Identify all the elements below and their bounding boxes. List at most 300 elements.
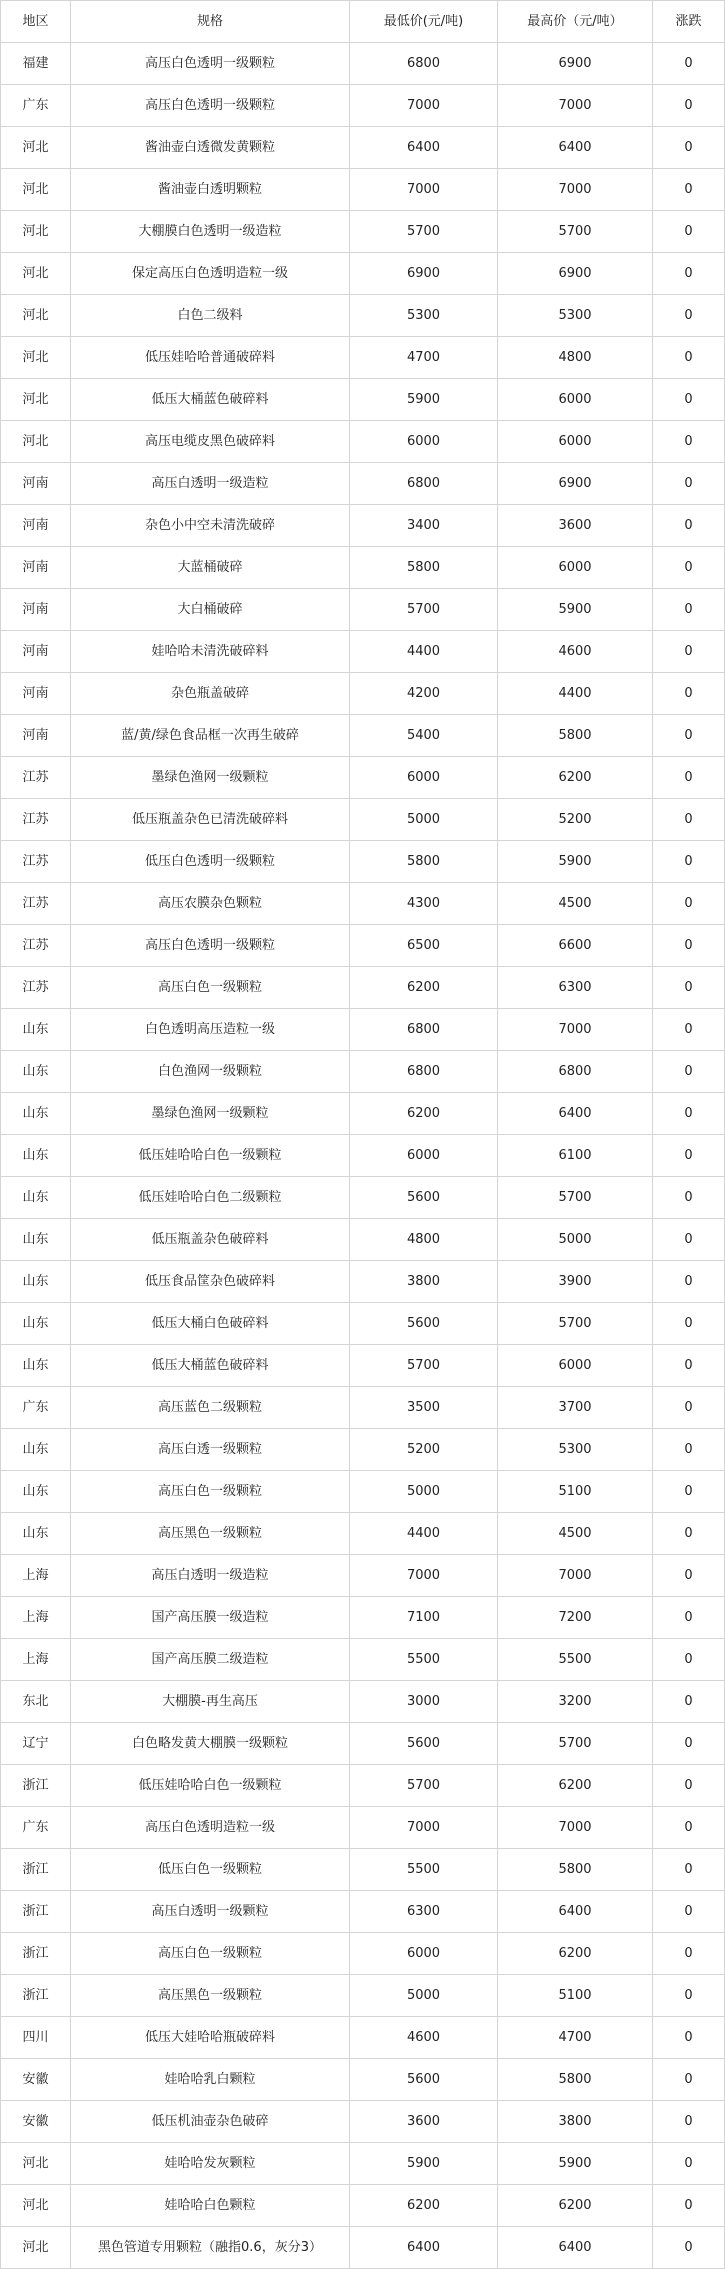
cell-spec: 大棚膜白色透明一级造粒 xyxy=(71,211,350,253)
table-body xyxy=(1,43,725,2269)
cell-max-price: 5800 xyxy=(498,1849,653,1891)
cell-max-price: 6900 xyxy=(498,43,653,85)
table-row xyxy=(1,1723,725,1765)
cell-min-price: 6200 xyxy=(350,967,498,1009)
cell-spec: 白色二级料 xyxy=(71,295,350,337)
cell-spec: 白色渔网一级颗粒 xyxy=(71,1051,350,1093)
cell-region: 福建 xyxy=(1,43,71,85)
cell-change: 0 xyxy=(653,1513,725,1555)
cell-change: 0 xyxy=(653,253,725,295)
cell-spec: 娃哈哈白色颗粒 xyxy=(71,2185,350,2227)
cell-change: 0 xyxy=(653,1051,725,1093)
cell-region: 河南 xyxy=(1,547,71,589)
cell-region: 河北 xyxy=(1,2143,71,2185)
cell-min-price: 5700 xyxy=(350,1345,498,1387)
cell-min-price: 6000 xyxy=(350,1135,498,1177)
cell-max-price: 5200 xyxy=(498,799,653,841)
cell-region: 浙江 xyxy=(1,1849,71,1891)
cell-min-price: 4300 xyxy=(350,883,498,925)
cell-change: 0 xyxy=(653,421,725,463)
table-row xyxy=(1,1093,725,1135)
cell-change: 0 xyxy=(653,2059,725,2101)
cell-change: 0 xyxy=(653,1555,725,1597)
cell-min-price: 5700 xyxy=(350,211,498,253)
cell-spec: 低压娃哈哈普通破碎料 xyxy=(71,337,350,379)
cell-change: 0 xyxy=(653,85,725,127)
cell-change: 0 xyxy=(653,379,725,421)
cell-region: 江苏 xyxy=(1,925,71,967)
cell-spec: 低压娃哈哈白色二级颗粒 xyxy=(71,1177,350,1219)
cell-change: 0 xyxy=(653,967,725,1009)
cell-spec: 低压大桶蓝色破碎料 xyxy=(71,379,350,421)
table-row xyxy=(1,799,725,841)
table-row xyxy=(1,673,725,715)
cell-region: 河北 xyxy=(1,2185,71,2227)
cell-spec: 高压黑色一级颗粒 xyxy=(71,1513,350,1555)
cell-region: 河南 xyxy=(1,505,71,547)
cell-change: 0 xyxy=(653,1639,725,1681)
cell-change: 0 xyxy=(653,2227,725,2269)
cell-spec: 低压大桶白色破碎料 xyxy=(71,1303,350,1345)
cell-spec: 杂色小中空未清洗破碎 xyxy=(71,505,350,547)
cell-max-price: 5700 xyxy=(498,1303,653,1345)
cell-region: 浙江 xyxy=(1,1891,71,1933)
table-row xyxy=(1,505,725,547)
table-row xyxy=(1,2143,725,2185)
cell-min-price: 7000 xyxy=(350,169,498,211)
cell-change: 0 xyxy=(653,505,725,547)
cell-max-price: 6400 xyxy=(498,1093,653,1135)
cell-min-price: 7000 xyxy=(350,1555,498,1597)
cell-max-price: 3800 xyxy=(498,2101,653,2143)
cell-min-price: 5700 xyxy=(350,589,498,631)
cell-spec: 低压瓶盖杂色破碎料 xyxy=(71,1219,350,1261)
table-row xyxy=(1,421,725,463)
cell-change: 0 xyxy=(653,295,725,337)
cell-region: 四川 xyxy=(1,2017,71,2059)
cell-region: 河南 xyxy=(1,589,71,631)
table-row xyxy=(1,1471,725,1513)
table-row xyxy=(1,2017,725,2059)
table-row xyxy=(1,43,725,85)
cell-change: 0 xyxy=(653,757,725,799)
cell-min-price: 4400 xyxy=(350,631,498,673)
cell-min-price: 3500 xyxy=(350,1387,498,1429)
cell-change: 0 xyxy=(653,169,725,211)
cell-spec: 高压白透明一级造粒 xyxy=(71,463,350,505)
cell-spec: 大蓝桶破碎 xyxy=(71,547,350,589)
cell-region: 江苏 xyxy=(1,799,71,841)
cell-change: 0 xyxy=(653,547,725,589)
table-row xyxy=(1,1765,725,1807)
cell-region: 山东 xyxy=(1,1219,71,1261)
cell-region: 山东 xyxy=(1,1051,71,1093)
cell-min-price: 5300 xyxy=(350,295,498,337)
cell-change: 0 xyxy=(653,925,725,967)
cell-region: 上海 xyxy=(1,1597,71,1639)
cell-min-price: 3800 xyxy=(350,1261,498,1303)
cell-change: 0 xyxy=(653,1975,725,2017)
cell-spec: 黑色管道专用颗粒（融指0.6，灰分3） xyxy=(71,2227,350,2269)
cell-max-price: 6100 xyxy=(498,1135,653,1177)
table-row xyxy=(1,295,725,337)
cell-min-price: 5200 xyxy=(350,1429,498,1471)
cell-min-price: 6200 xyxy=(350,2185,498,2227)
cell-region: 河北 xyxy=(1,337,71,379)
table-row xyxy=(1,589,725,631)
table-row xyxy=(1,967,725,1009)
cell-change: 0 xyxy=(653,1135,725,1177)
cell-change: 0 xyxy=(653,1807,725,1849)
cell-max-price: 5900 xyxy=(498,841,653,883)
cell-change: 0 xyxy=(653,1261,725,1303)
header-change: 涨跌 xyxy=(653,1,725,43)
cell-min-price: 6800 xyxy=(350,43,498,85)
cell-min-price: 5900 xyxy=(350,379,498,421)
cell-spec: 国产高压膜一级造粒 xyxy=(71,1597,350,1639)
cell-min-price: 3600 xyxy=(350,2101,498,2143)
cell-region: 江苏 xyxy=(1,883,71,925)
cell-spec: 墨绿色渔网一级颗粒 xyxy=(71,1093,350,1135)
cell-spec: 娃哈哈发灰颗粒 xyxy=(71,2143,350,2185)
cell-change: 0 xyxy=(653,1681,725,1723)
cell-spec: 高压白色透明一级颗粒 xyxy=(71,925,350,967)
cell-spec: 高压黑色一级颗粒 xyxy=(71,1975,350,2017)
table-row xyxy=(1,841,725,883)
cell-min-price: 5400 xyxy=(350,715,498,757)
cell-region: 上海 xyxy=(1,1555,71,1597)
cell-min-price: 5600 xyxy=(350,1303,498,1345)
cell-region: 江苏 xyxy=(1,841,71,883)
cell-min-price: 4600 xyxy=(350,2017,498,2059)
table-row xyxy=(1,211,725,253)
cell-change: 0 xyxy=(653,1471,725,1513)
cell-min-price: 7000 xyxy=(350,1807,498,1849)
table-header xyxy=(1,1,725,43)
cell-min-price: 5500 xyxy=(350,1639,498,1681)
cell-region: 河北 xyxy=(1,295,71,337)
cell-spec: 高压白色一级颗粒 xyxy=(71,967,350,1009)
table-row xyxy=(1,1975,725,2017)
cell-spec: 国产高压膜二级造粒 xyxy=(71,1639,350,1681)
table-row xyxy=(1,1051,725,1093)
cell-min-price: 5500 xyxy=(350,1849,498,1891)
cell-change: 0 xyxy=(653,2185,725,2227)
cell-region: 山东 xyxy=(1,1177,71,1219)
table-row xyxy=(1,1639,725,1681)
cell-region: 上海 xyxy=(1,1639,71,1681)
cell-max-price: 6300 xyxy=(498,967,653,1009)
table-row xyxy=(1,379,725,421)
cell-min-price: 5000 xyxy=(350,799,498,841)
cell-region: 河北 xyxy=(1,169,71,211)
cell-max-price: 5800 xyxy=(498,715,653,757)
cell-spec: 低压大桶蓝色破碎料 xyxy=(71,1345,350,1387)
cell-spec: 酱油壶白透微发黄颗粒 xyxy=(71,127,350,169)
cell-max-price: 5100 xyxy=(498,1975,653,2017)
table-row xyxy=(1,1681,725,1723)
cell-region: 安徽 xyxy=(1,2059,71,2101)
cell-change: 0 xyxy=(653,127,725,169)
cell-max-price: 6000 xyxy=(498,547,653,589)
cell-change: 0 xyxy=(653,715,725,757)
cell-max-price: 5700 xyxy=(498,1723,653,1765)
table-row xyxy=(1,1513,725,1555)
cell-region: 河南 xyxy=(1,631,71,673)
cell-max-price: 3200 xyxy=(498,1681,653,1723)
cell-max-price: 4700 xyxy=(498,2017,653,2059)
cell-min-price: 6400 xyxy=(350,127,498,169)
header-max-price: 最高价（元/吨） xyxy=(498,1,653,43)
cell-min-price: 3000 xyxy=(350,1681,498,1723)
table-row xyxy=(1,2227,725,2269)
header-spec: 规格 xyxy=(71,1,350,43)
table-row xyxy=(1,631,725,673)
cell-region: 东北 xyxy=(1,1681,71,1723)
cell-max-price: 5800 xyxy=(498,2059,653,2101)
cell-max-price: 5900 xyxy=(498,589,653,631)
cell-change: 0 xyxy=(653,43,725,85)
cell-change: 0 xyxy=(653,1597,725,1639)
cell-min-price: 7100 xyxy=(350,1597,498,1639)
cell-max-price: 7000 xyxy=(498,1807,653,1849)
cell-min-price: 6800 xyxy=(350,1009,498,1051)
cell-spec: 低压机油壶杂色破碎 xyxy=(71,2101,350,2143)
cell-region: 浙江 xyxy=(1,1975,71,2017)
table-row xyxy=(1,1807,725,1849)
cell-region: 浙江 xyxy=(1,1933,71,1975)
table-row xyxy=(1,1933,725,1975)
cell-max-price: 6900 xyxy=(498,253,653,295)
cell-max-price: 3700 xyxy=(498,1387,653,1429)
cell-region: 江苏 xyxy=(1,757,71,799)
cell-change: 0 xyxy=(653,1345,725,1387)
cell-spec: 高压白色透明造粒一级 xyxy=(71,1807,350,1849)
cell-change: 0 xyxy=(653,1723,725,1765)
cell-min-price: 6300 xyxy=(350,1891,498,1933)
cell-min-price: 5600 xyxy=(350,2059,498,2101)
table-row xyxy=(1,2059,725,2101)
cell-max-price: 4500 xyxy=(498,883,653,925)
table-row xyxy=(1,127,725,169)
cell-max-price: 6200 xyxy=(498,2185,653,2227)
cell-spec: 高压白透明一级造粒 xyxy=(71,1555,350,1597)
cell-spec: 大白桶破碎 xyxy=(71,589,350,631)
cell-min-price: 6800 xyxy=(350,1051,498,1093)
cell-max-price: 4800 xyxy=(498,337,653,379)
cell-min-price: 6500 xyxy=(350,925,498,967)
cell-spec: 低压食品筐杂色破碎料 xyxy=(71,1261,350,1303)
table-row xyxy=(1,337,725,379)
cell-region: 山东 xyxy=(1,1009,71,1051)
cell-spec: 低压大娃哈哈瓶破碎料 xyxy=(71,2017,350,2059)
cell-spec: 白色略发黄大棚膜一级颗粒 xyxy=(71,1723,350,1765)
cell-min-price: 5000 xyxy=(350,1975,498,2017)
cell-change: 0 xyxy=(653,1933,725,1975)
cell-change: 0 xyxy=(653,1093,725,1135)
cell-spec: 高压白色透明一级颗粒 xyxy=(71,85,350,127)
cell-change: 0 xyxy=(653,2101,725,2143)
cell-change: 0 xyxy=(653,2143,725,2185)
cell-spec: 高压白色一级颗粒 xyxy=(71,1933,350,1975)
table-row xyxy=(1,715,725,757)
cell-max-price: 5000 xyxy=(498,1219,653,1261)
cell-max-price: 6600 xyxy=(498,925,653,967)
header-row xyxy=(1,1,725,43)
cell-region: 江苏 xyxy=(1,967,71,1009)
table-row xyxy=(1,1555,725,1597)
table-row xyxy=(1,1009,725,1051)
cell-change: 0 xyxy=(653,589,725,631)
cell-region: 山东 xyxy=(1,1261,71,1303)
cell-max-price: 5100 xyxy=(498,1471,653,1513)
cell-min-price: 6000 xyxy=(350,1933,498,1975)
cell-region: 河北 xyxy=(1,379,71,421)
cell-max-price: 6000 xyxy=(498,1345,653,1387)
cell-max-price: 5300 xyxy=(498,295,653,337)
table-row xyxy=(1,1219,725,1261)
cell-region: 辽宁 xyxy=(1,1723,71,1765)
table-row xyxy=(1,925,725,967)
cell-max-price: 6900 xyxy=(498,463,653,505)
cell-spec: 白色透明高压造粒一级 xyxy=(71,1009,350,1051)
table-row xyxy=(1,253,725,295)
cell-min-price: 6800 xyxy=(350,463,498,505)
cell-change: 0 xyxy=(653,1219,725,1261)
cell-min-price: 6000 xyxy=(350,421,498,463)
cell-spec: 高压白透明一级颗粒 xyxy=(71,1891,350,1933)
cell-spec: 杂色瓶盖破碎 xyxy=(71,673,350,715)
cell-min-price: 4800 xyxy=(350,1219,498,1261)
cell-change: 0 xyxy=(653,1009,725,1051)
cell-max-price: 5700 xyxy=(498,1177,653,1219)
table-row xyxy=(1,1345,725,1387)
cell-region: 河南 xyxy=(1,673,71,715)
cell-spec: 低压娃哈哈白色一级颗粒 xyxy=(71,1765,350,1807)
cell-max-price: 7000 xyxy=(498,85,653,127)
cell-max-price: 6200 xyxy=(498,757,653,799)
table-row xyxy=(1,1429,725,1471)
cell-max-price: 3900 xyxy=(498,1261,653,1303)
table-row xyxy=(1,1261,725,1303)
cell-change: 0 xyxy=(653,1387,725,1429)
cell-change: 0 xyxy=(653,1303,725,1345)
cell-spec: 娃哈哈未清洗破碎料 xyxy=(71,631,350,673)
cell-region: 山东 xyxy=(1,1303,71,1345)
cell-spec: 高压白色透明一级颗粒 xyxy=(71,43,350,85)
cell-region: 山东 xyxy=(1,1513,71,1555)
cell-change: 0 xyxy=(653,883,725,925)
cell-change: 0 xyxy=(653,337,725,379)
cell-min-price: 3400 xyxy=(350,505,498,547)
table-row xyxy=(1,2101,725,2143)
cell-change: 0 xyxy=(653,1429,725,1471)
cell-spec: 酱油壶白透明颗粒 xyxy=(71,169,350,211)
header-region: 地区 xyxy=(1,1,71,43)
cell-max-price: 5500 xyxy=(498,1639,653,1681)
cell-region: 河北 xyxy=(1,421,71,463)
cell-change: 0 xyxy=(653,1177,725,1219)
cell-max-price: 6200 xyxy=(498,1765,653,1807)
cell-change: 0 xyxy=(653,2017,725,2059)
cell-max-price: 4600 xyxy=(498,631,653,673)
cell-spec: 高压电缆皮黑色破碎料 xyxy=(71,421,350,463)
cell-region: 山东 xyxy=(1,1429,71,1471)
cell-min-price: 5000 xyxy=(350,1471,498,1513)
cell-min-price: 4400 xyxy=(350,1513,498,1555)
cell-region: 河南 xyxy=(1,463,71,505)
cell-max-price: 6800 xyxy=(498,1051,653,1093)
cell-region: 山东 xyxy=(1,1135,71,1177)
cell-change: 0 xyxy=(653,673,725,715)
cell-max-price: 6000 xyxy=(498,379,653,421)
cell-min-price: 6200 xyxy=(350,1093,498,1135)
cell-spec: 高压白色一级颗粒 xyxy=(71,1471,350,1513)
cell-min-price: 5800 xyxy=(350,841,498,883)
cell-spec: 高压蓝色二级颗粒 xyxy=(71,1387,350,1429)
cell-region: 浙江 xyxy=(1,1765,71,1807)
table-row xyxy=(1,463,725,505)
cell-spec: 低压娃哈哈白色一级颗粒 xyxy=(71,1135,350,1177)
cell-region: 河北 xyxy=(1,253,71,295)
table-row xyxy=(1,757,725,799)
cell-region: 河南 xyxy=(1,715,71,757)
cell-spec: 低压白色透明一级颗粒 xyxy=(71,841,350,883)
cell-change: 0 xyxy=(653,631,725,673)
cell-min-price: 5700 xyxy=(350,1765,498,1807)
cell-min-price: 5800 xyxy=(350,547,498,589)
table-row xyxy=(1,2185,725,2227)
cell-min-price: 5600 xyxy=(350,1723,498,1765)
table-row xyxy=(1,169,725,211)
cell-max-price: 6400 xyxy=(498,1891,653,1933)
cell-min-price: 7000 xyxy=(350,85,498,127)
cell-region: 山东 xyxy=(1,1093,71,1135)
cell-min-price: 5600 xyxy=(350,1177,498,1219)
cell-max-price: 4500 xyxy=(498,1513,653,1555)
table-row xyxy=(1,883,725,925)
cell-min-price: 6900 xyxy=(350,253,498,295)
table-row xyxy=(1,1849,725,1891)
cell-change: 0 xyxy=(653,1849,725,1891)
cell-spec: 高压农膜杂色颗粒 xyxy=(71,883,350,925)
cell-region: 广东 xyxy=(1,1807,71,1849)
table-row xyxy=(1,1891,725,1933)
cell-change: 0 xyxy=(653,1891,725,1933)
cell-region: 广东 xyxy=(1,85,71,127)
table-row xyxy=(1,1597,725,1639)
table-row xyxy=(1,1135,725,1177)
cell-region: 河北 xyxy=(1,127,71,169)
cell-region: 河北 xyxy=(1,2227,71,2269)
cell-max-price: 7000 xyxy=(498,1555,653,1597)
cell-spec: 低压白色一级颗粒 xyxy=(71,1849,350,1891)
cell-max-price: 4400 xyxy=(498,673,653,715)
cell-spec: 蓝/黄/绿色食品框一次再生破碎 xyxy=(71,715,350,757)
table-row xyxy=(1,1387,725,1429)
cell-region: 山东 xyxy=(1,1345,71,1387)
cell-spec: 保定高压白色透明造粒一级 xyxy=(71,253,350,295)
cell-min-price: 5900 xyxy=(350,2143,498,2185)
cell-region: 安徽 xyxy=(1,2101,71,2143)
cell-change: 0 xyxy=(653,211,725,253)
table-row xyxy=(1,547,725,589)
cell-spec: 墨绿色渔网一级颗粒 xyxy=(71,757,350,799)
cell-min-price: 6000 xyxy=(350,757,498,799)
cell-region: 广东 xyxy=(1,1387,71,1429)
cell-max-price: 7000 xyxy=(498,169,653,211)
cell-max-price: 5700 xyxy=(498,211,653,253)
